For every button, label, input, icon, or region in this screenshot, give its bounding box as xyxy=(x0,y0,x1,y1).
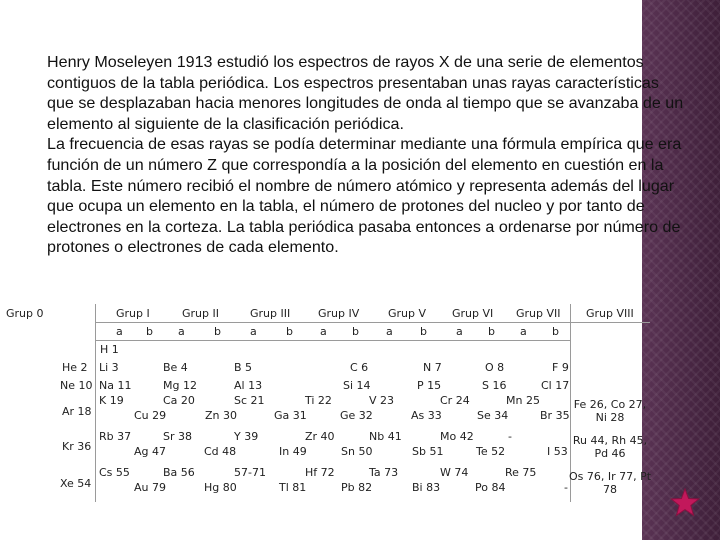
group-header: Grup V xyxy=(388,307,427,320)
element-cell: V 23 xyxy=(369,394,395,407)
element-cell: Nb 41 xyxy=(369,430,402,443)
element-cell: 57-71 xyxy=(234,466,266,479)
element-cell: N 7 xyxy=(423,361,442,374)
table-rule xyxy=(95,322,650,323)
element-cell: Ga 31 xyxy=(274,409,307,422)
table-rule xyxy=(95,304,96,502)
element-cell: Tl 81 xyxy=(279,481,307,494)
element-cell: F 9 xyxy=(552,361,569,374)
element-cell: Zr 40 xyxy=(305,430,335,443)
element-cell: Ru 44, Rh 45, Pd 46 xyxy=(572,434,648,460)
element-cell: Xe 54 xyxy=(60,477,92,490)
subgroup-label: a xyxy=(116,325,123,338)
paragraph-1: Henry Moseleyen 1913 estudió los espectros de rayos X de una serie de elementos contiguos de la tabla periódica. Los espectros presentaban unas rayas características que se desplazaban hacia menores longitudes de onda al tiempo que se avanzaba de un elemento al siguiente de la clasificación periódica. xyxy=(47,53,684,133)
element-cell: Sb 51 xyxy=(412,445,444,458)
element-cell: Ag 47 xyxy=(134,445,167,458)
element-cell: Po 84 xyxy=(475,481,506,494)
element-cell: Mg 12 xyxy=(163,379,197,392)
element-cell: Au 79 xyxy=(134,481,166,494)
element-cell: Ge 32 xyxy=(340,409,373,422)
element-cell: Se 34 xyxy=(477,409,509,422)
table-rule xyxy=(95,340,570,341)
group-header: Grup 0 xyxy=(6,307,44,320)
subgroup-label: b xyxy=(352,325,359,338)
element-cell: Sr 38 xyxy=(163,430,192,443)
element-cell: O 8 xyxy=(485,361,505,374)
subgroup-label: a xyxy=(250,325,257,338)
group-header: Grup VII xyxy=(516,307,561,320)
element-cell: Si 14 xyxy=(343,379,371,392)
element-cell: Cu 29 xyxy=(134,409,167,422)
element-cell: Pb 82 xyxy=(341,481,373,494)
subgroup-label: b xyxy=(286,325,293,338)
element-cell: H 1 xyxy=(100,343,119,356)
element-cell: Hf 72 xyxy=(305,466,335,479)
paragraph-2: La frecuencia de esas rayas se podía determinar mediante una fórmula empírica que era función de un número Z que correspondía a la posición del elemento en cuestión en la tabla. Este número recibió el nombre de número atómico y representa además del lugar que ocupa un elemento en la tabla, el número de protones del nucleo y por tanto de electrones en la corteza. La tabla periódica pasaba entonces a ordenarse por número de protones o electrones de cada elemento. xyxy=(47,135,682,257)
element-cell: Zn 30 xyxy=(205,409,238,422)
element-cell: He 2 xyxy=(62,361,88,374)
element-cell: Br 35 xyxy=(540,409,570,422)
element-cell: Ta 73 xyxy=(369,466,399,479)
element-cell: Al 13 xyxy=(234,379,263,392)
subgroup-label: b xyxy=(552,325,559,338)
subgroup-label: b xyxy=(420,325,427,338)
element-cell: Fe 26, Co 27, Ni 28 xyxy=(573,398,647,424)
element-cell: Re 75 xyxy=(505,466,537,479)
element-cell: Hg 80 xyxy=(204,481,237,494)
element-cell: Na 11 xyxy=(99,379,132,392)
element-cell: In 49 xyxy=(279,445,307,458)
element-cell: Sc 21 xyxy=(234,394,265,407)
group-header: Grup III xyxy=(250,307,291,320)
element-cell: Ba 56 xyxy=(163,466,195,479)
element-cell: Sn 50 xyxy=(341,445,373,458)
element-cell: Ne 10 xyxy=(60,379,93,392)
element-cell: Kr 36 xyxy=(62,440,92,453)
element-cell: B 5 xyxy=(234,361,253,374)
element-cell: Be 4 xyxy=(163,361,188,374)
group-header: Grup I xyxy=(116,307,150,320)
element-cell: - xyxy=(508,430,512,443)
element-cell: P 15 xyxy=(417,379,442,392)
group-header: Grup VIII xyxy=(586,307,634,320)
element-cell: Cl 17 xyxy=(541,379,570,392)
element-cell: Te 52 xyxy=(476,445,506,458)
periodic-table xyxy=(0,304,650,540)
element-cell: Mn 25 xyxy=(506,394,540,407)
subgroup-label: a xyxy=(178,325,185,338)
element-cell: Ca 20 xyxy=(163,394,195,407)
element-cell: Mo 42 xyxy=(440,430,474,443)
group-header: Grup VI xyxy=(452,307,494,320)
element-cell: I 53 xyxy=(547,445,568,458)
subgroup-label: a xyxy=(456,325,463,338)
element-cell: Ti 22 xyxy=(305,394,332,407)
element-cell: Ar 18 xyxy=(62,405,92,418)
element-cell: Os 76, Ir 77, Pt 78 xyxy=(568,470,652,496)
subgroup-label: b xyxy=(488,325,495,338)
element-cell: As 33 xyxy=(411,409,442,422)
element-cell: Cs 55 xyxy=(99,466,130,479)
star-icon xyxy=(670,488,700,518)
element-cell: Rb 37 xyxy=(99,430,132,443)
subgroup-label: a xyxy=(320,325,327,338)
element-cell: W 74 xyxy=(440,466,469,479)
element-cell: Bi 83 xyxy=(412,481,441,494)
element-cell: Cr 24 xyxy=(440,394,470,407)
element-cell: K 19 xyxy=(99,394,124,407)
element-cell: Li 3 xyxy=(99,361,119,374)
group-header: Grup II xyxy=(182,307,219,320)
group-header: Grup IV xyxy=(318,307,360,320)
subgroup-label: b xyxy=(214,325,221,338)
element-cell: - xyxy=(564,481,568,494)
body-text xyxy=(47,52,687,258)
element-cell: S 16 xyxy=(482,379,507,392)
element-cell: C 6 xyxy=(350,361,369,374)
element-cell: Cd 48 xyxy=(204,445,237,458)
subgroup-label: b xyxy=(146,325,153,338)
element-cell: Y 39 xyxy=(234,430,259,443)
subgroup-label: a xyxy=(520,325,527,338)
subgroup-label: a xyxy=(386,325,393,338)
